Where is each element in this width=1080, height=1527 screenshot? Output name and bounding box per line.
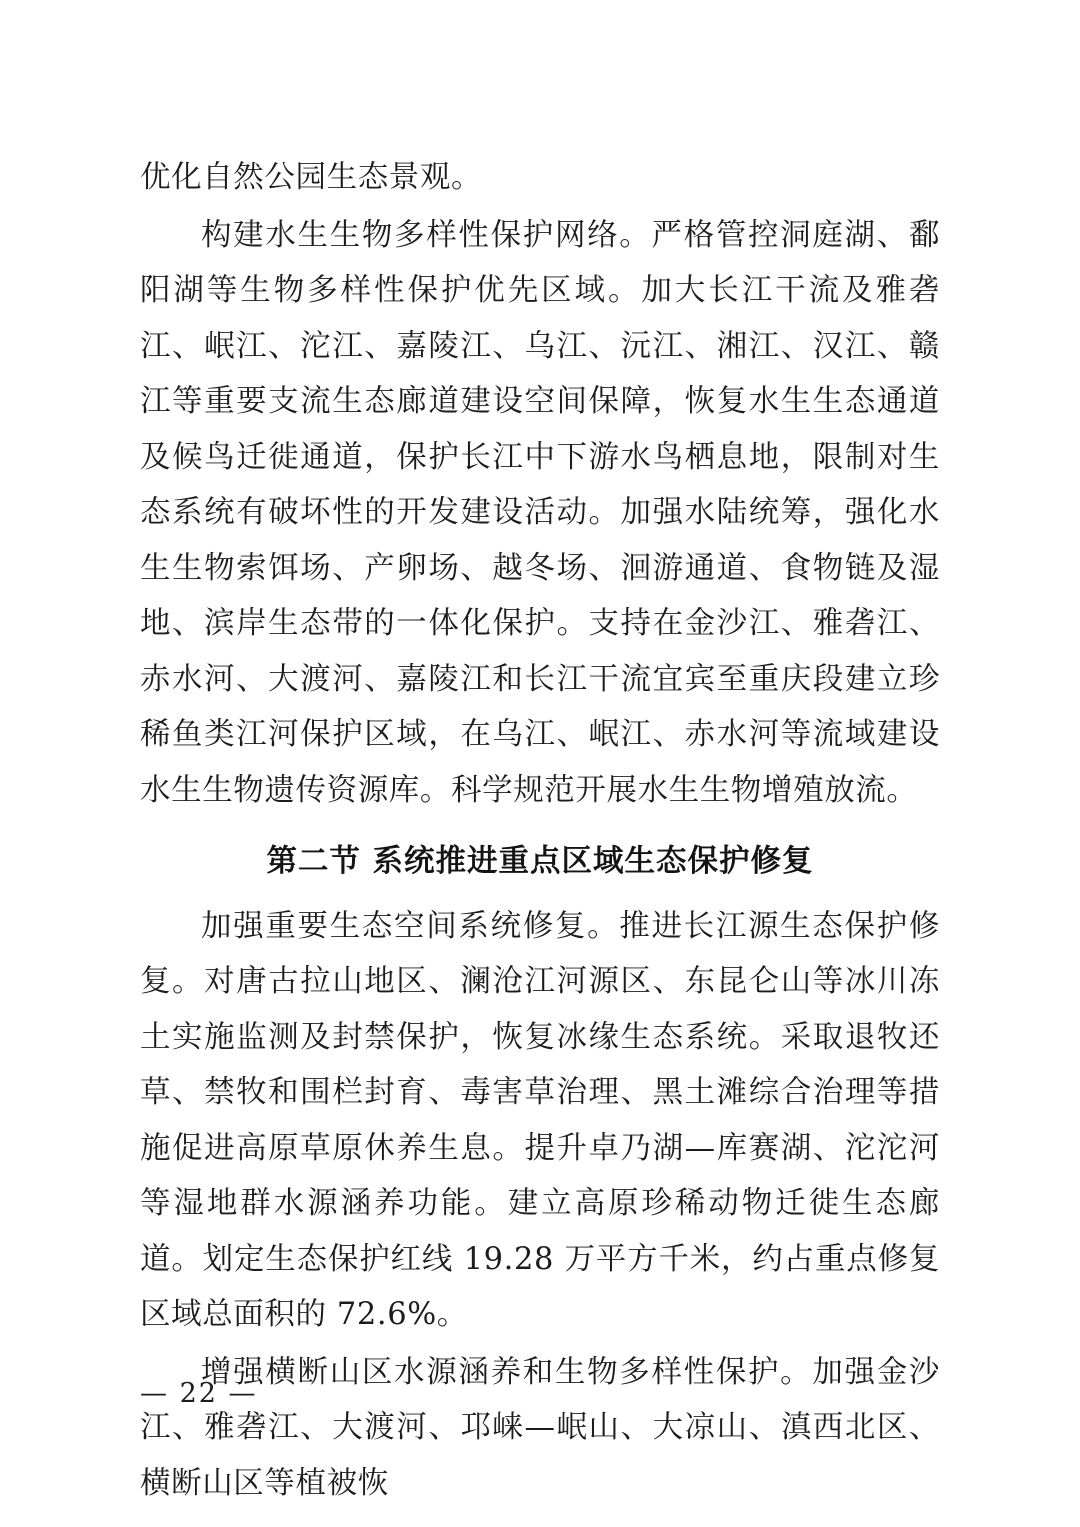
paragraph-1: 优化自然公园生态景观。 — [140, 160, 483, 195]
page-number: — 22 — — [140, 1378, 258, 1409]
paragraph-3: 加强重要生态空间系统修复。推进长江源生态保护修复。对唐古拉山地区、澜沧江河源区、东昆仑山等冰川冻土实施监测及封禁保护，恢复冰缘生态系统。采取退牧还草、禁牧和围栏封育、毒害草治理、黑土滩综合治理等措施促进高原草原休养生息。提升卓乃湖—库赛湖、沱沱河等湿地群水源涵养功能。建立高原珍稀动物迁徙生态廊道。划定生态保护红线 19.28 万平方千米，约占重点修复区域总面积的 72.6%。 — [140, 908, 940, 1333]
paragraph-4: 增强横断山区水源涵养和生物多样性保护。加强金沙江、雅砻江、大渡河、邛崃—岷山、大凉山、滇西北区、横断山区等植被恢 — [140, 1354, 940, 1501]
section-heading: 第二节 系统推进重点区域生态保护修复 — [266, 843, 814, 879]
paragraph-2: 构建水生生物多样性保护网络。严格管控洞庭湖、鄱阳湖等生物多样性保护优先区域。加大长江干流及雅砻江、岷江、沱江、嘉陵江、乌江、沅江、湘江、汉江、赣江等重要支流生态廊道建设空间保障，恢复水生生态通道及候鸟迁徙通道，保护长江中下游水鸟栖息地，限制对生态系统有破坏性的开发建设活动。加强水陆统筹，强化水生生物索饵场、产卵场、越冬场、洄游通道、食物链及湿地、滨岸生态带的一体化保护。支持在金沙江、雅砻江、赤水河、大渡河、嘉陵江和长江干流宜宾至重庆段建立珍稀鱼类江河保护区域，在乌江、岷江、赤水河等流域建设水生生物遗传资源库。科学规范开展水生生物增殖放流。 — [140, 217, 940, 808]
